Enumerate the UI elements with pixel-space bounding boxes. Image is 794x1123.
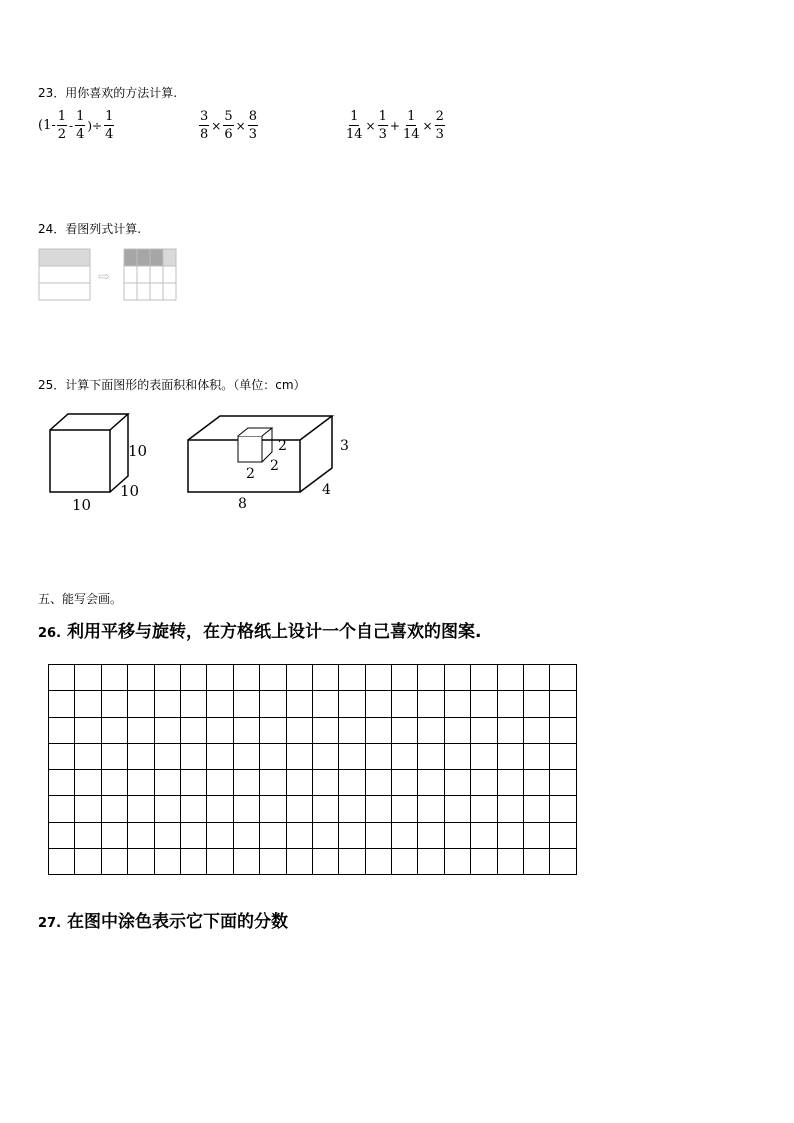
- grid-cell[interactable]: [444, 691, 470, 717]
- grid-cell[interactable]: [365, 796, 391, 822]
- grid-cell[interactable]: [392, 743, 418, 769]
- grid-cell[interactable]: [365, 848, 391, 874]
- grid-cell[interactable]: [339, 770, 365, 796]
- grid-cell[interactable]: [550, 717, 577, 743]
- denominator: 14: [346, 127, 363, 142]
- denominator: 3: [378, 127, 387, 142]
- grid-cell[interactable]: [550, 743, 577, 769]
- grid-cell[interactable]: [233, 743, 259, 769]
- grid-cell[interactable]: [524, 796, 550, 822]
- grid-cell[interactable]: [312, 743, 338, 769]
- box-depth-label: 4: [322, 482, 331, 498]
- grid-cell[interactable]: [75, 848, 101, 874]
- grid-cell[interactable]: [339, 796, 365, 822]
- grid-cell[interactable]: [286, 796, 312, 822]
- grid-cell[interactable]: [233, 848, 259, 874]
- grid-cell[interactable]: [312, 796, 338, 822]
- grid-cell[interactable]: [260, 743, 286, 769]
- fraction: [75, 110, 85, 141]
- grid-cell[interactable]: [154, 770, 180, 796]
- grid-cell[interactable]: [75, 717, 101, 743]
- fraction: [402, 110, 421, 141]
- grid-cell[interactable]: [260, 691, 286, 717]
- grid-cell[interactable]: [524, 848, 550, 874]
- grid-row: [49, 848, 577, 874]
- grid-cell[interactable]: [392, 796, 418, 822]
- fraction: [248, 110, 258, 141]
- blank-cell: [137, 266, 150, 283]
- blank-cell: [124, 266, 137, 283]
- grid-cell[interactable]: [75, 691, 101, 717]
- grid-cell[interactable]: [497, 743, 523, 769]
- grid-cell[interactable]: [365, 743, 391, 769]
- operator: ×: [211, 118, 222, 133]
- grid-cell[interactable]: [418, 848, 444, 874]
- grid-cell[interactable]: [312, 691, 338, 717]
- grid-cell[interactable]: [471, 770, 497, 796]
- cut-cube: [238, 428, 272, 462]
- section-5-title: 五、能写会画。: [38, 592, 123, 606]
- q26-title: [38, 617, 481, 642]
- numerator: 2: [435, 109, 444, 124]
- denominator: 14: [402, 127, 420, 142]
- q23-title: 23．用你喜欢的方法计算.: [38, 86, 178, 100]
- grid-cell[interactable]: [497, 691, 523, 717]
- grid-cell[interactable]: [101, 770, 127, 796]
- grid-cell[interactable]: [471, 717, 497, 743]
- grid-cell[interactable]: [444, 717, 470, 743]
- grid-cell[interactable]: [471, 796, 497, 822]
- grid-cell[interactable]: [471, 691, 497, 717]
- grid-cell[interactable]: [392, 822, 418, 848]
- grid-cell[interactable]: [444, 848, 470, 874]
- grid-cell[interactable]: [75, 822, 101, 848]
- operator: ×: [365, 118, 376, 133]
- grid-cell[interactable]: [233, 665, 259, 691]
- grid-cell[interactable]: [497, 717, 523, 743]
- operator: +: [389, 118, 400, 133]
- grid-cell[interactable]: [128, 770, 154, 796]
- grid-cell[interactable]: [550, 822, 577, 848]
- numerator: 5: [224, 109, 233, 124]
- grid-cell[interactable]: [128, 665, 154, 691]
- grid-cell[interactable]: [128, 796, 154, 822]
- blank-row: [39, 266, 90, 283]
- q24-title: 24．看图列式计算.: [38, 222, 142, 236]
- operator: -: [69, 118, 74, 133]
- q27-number: 27.: [38, 916, 62, 931]
- grid-cell[interactable]: [339, 665, 365, 691]
- grid-cell[interactable]: [154, 743, 180, 769]
- grid-cell[interactable]: [75, 770, 101, 796]
- cut-width-label: 2: [246, 466, 255, 482]
- grid-cell[interactable]: [154, 665, 180, 691]
- grid-cell[interactable]: [180, 796, 206, 822]
- grid-cell[interactable]: [180, 822, 206, 848]
- denominator: 4: [105, 127, 114, 142]
- grid-cell[interactable]: [524, 743, 550, 769]
- grid-cell[interactable]: [418, 691, 444, 717]
- expr1-open: (1-: [38, 118, 56, 133]
- grid-cell[interactable]: [180, 770, 206, 796]
- grid-cell[interactable]: [49, 665, 75, 691]
- q24-figure: [38, 248, 178, 302]
- grid-cell[interactable]: [260, 770, 286, 796]
- dark-cell: [150, 249, 163, 266]
- grid-cell[interactable]: [524, 717, 550, 743]
- numerator: 1: [350, 109, 359, 124]
- grid-row: [49, 770, 577, 796]
- grid-cell[interactable]: [207, 717, 233, 743]
- fraction: [378, 110, 388, 141]
- grid-cell[interactable]: [524, 691, 550, 717]
- grid-cell[interactable]: [180, 717, 206, 743]
- grid-cell[interactable]: [75, 796, 101, 822]
- blank-cell: [163, 283, 176, 300]
- cut-cube-front: [238, 436, 262, 462]
- operator: ×: [235, 118, 246, 133]
- grid-cell[interactable]: [471, 665, 497, 691]
- grid-cell[interactable]: [471, 822, 497, 848]
- blank-cell: [137, 283, 150, 300]
- grid-cell[interactable]: [339, 743, 365, 769]
- grid-cell[interactable]: [49, 848, 75, 874]
- cube-figure: [50, 414, 128, 492]
- grid-cell[interactable]: [550, 848, 577, 874]
- grid-cell[interactable]: [444, 743, 470, 769]
- numerator: 1: [105, 109, 114, 124]
- grid-cell[interactable]: [497, 796, 523, 822]
- grid-cell[interactable]: [154, 717, 180, 743]
- grid-cell[interactable]: [286, 743, 312, 769]
- blank-cell: [150, 266, 163, 283]
- grid-cell[interactable]: [392, 848, 418, 874]
- fraction: [57, 110, 67, 141]
- grid-cell[interactable]: [101, 796, 127, 822]
- grid-cell[interactable]: [75, 665, 101, 691]
- grid-cell[interactable]: [550, 770, 577, 796]
- grid-cell[interactable]: [154, 848, 180, 874]
- grid-cell[interactable]: [444, 822, 470, 848]
- cube-front-face: [50, 430, 110, 492]
- grid-cell[interactable]: [49, 717, 75, 743]
- grid-cell[interactable]: [497, 848, 523, 874]
- grid-cell[interactable]: [49, 770, 75, 796]
- denominator: 4: [76, 127, 85, 142]
- numerator: 1: [76, 109, 85, 124]
- grid-cell[interactable]: [392, 717, 418, 743]
- grid-cell[interactable]: [418, 665, 444, 691]
- grid-cell[interactable]: [312, 848, 338, 874]
- cube-width-label: 10: [72, 496, 92, 514]
- operator: )÷: [87, 118, 103, 133]
- grid-cell[interactable]: [233, 822, 259, 848]
- grid-cell[interactable]: [339, 848, 365, 874]
- fraction: [223, 110, 233, 141]
- fraction: [104, 110, 114, 141]
- grid-cell[interactable]: [286, 665, 312, 691]
- grid-cell[interactable]: [180, 665, 206, 691]
- grid-row: [49, 822, 577, 848]
- grid-cell[interactable]: [312, 717, 338, 743]
- grid-cell[interactable]: [365, 770, 391, 796]
- grid-cell[interactable]: [471, 848, 497, 874]
- grid-cell[interactable]: [101, 717, 127, 743]
- numerator: 3: [200, 109, 209, 124]
- grid-cell[interactable]: [260, 796, 286, 822]
- grid-cell[interactable]: [471, 743, 497, 769]
- grid-row: [49, 691, 577, 717]
- numerator: 1: [378, 109, 387, 124]
- grid-cell[interactable]: [260, 665, 286, 691]
- grid-cell[interactable]: [444, 770, 470, 796]
- grid-cell[interactable]: [128, 691, 154, 717]
- blank-cell: [124, 283, 137, 300]
- grid-cell[interactable]: [154, 822, 180, 848]
- grid-cell[interactable]: [286, 770, 312, 796]
- dark-cell: [124, 249, 137, 266]
- grid-cell[interactable]: [180, 848, 206, 874]
- q27-text: 在图中涂色表示它下面的分数: [66, 912, 288, 932]
- grid-cell[interactable]: [49, 691, 75, 717]
- grid-cell[interactable]: [365, 822, 391, 848]
- q23-expression-1: [38, 110, 115, 141]
- grid-cell[interactable]: [312, 770, 338, 796]
- grid-cell[interactable]: [286, 717, 312, 743]
- box-length-label: 8: [238, 496, 247, 512]
- cube-side-face: [110, 414, 128, 492]
- q25-figures: [40, 400, 370, 516]
- grid-cell[interactable]: [207, 665, 233, 691]
- q23-expression-2: [198, 110, 259, 141]
- grid-cell[interactable]: [101, 691, 127, 717]
- grid-cell[interactable]: [339, 691, 365, 717]
- denominator: 3: [248, 127, 257, 142]
- grid-cell[interactable]: [418, 796, 444, 822]
- grid-table: [48, 664, 577, 875]
- grid-cell[interactable]: [207, 691, 233, 717]
- q27-title: [38, 907, 288, 932]
- cube-top-face: [50, 414, 128, 430]
- q25-title: 25．计算下面图形的表面积和体积。（单位：cm）: [38, 378, 306, 392]
- grid-cell[interactable]: [101, 665, 127, 691]
- shaded-row: [39, 249, 90, 266]
- q23-expression-3: [344, 110, 446, 141]
- blank-cell: [150, 283, 163, 300]
- cut-height-label: 2: [278, 438, 287, 454]
- grid-row: [49, 796, 577, 822]
- grid-cell[interactable]: [128, 822, 154, 848]
- grid-cell[interactable]: [339, 717, 365, 743]
- design-grid: [48, 664, 577, 875]
- dark-cell: [137, 249, 150, 266]
- grid-cell[interactable]: [260, 822, 286, 848]
- grid-cell[interactable]: [207, 770, 233, 796]
- cube-depth-label: 10: [120, 482, 140, 500]
- grid-cell[interactable]: [207, 743, 233, 769]
- grid-cell[interactable]: [418, 743, 444, 769]
- grid-cell[interactable]: [418, 770, 444, 796]
- grid-cell[interactable]: [128, 717, 154, 743]
- grid-cell[interactable]: [233, 770, 259, 796]
- fraction: [435, 110, 445, 141]
- grid-cell[interactable]: [550, 691, 577, 717]
- grid-cell[interactable]: [207, 848, 233, 874]
- grid-cell[interactable]: [365, 717, 391, 743]
- grid-cell[interactable]: [312, 822, 338, 848]
- grid-cell[interactable]: [418, 717, 444, 743]
- grid-cell[interactable]: [365, 691, 391, 717]
- grid-row: [49, 743, 577, 769]
- grid-cell[interactable]: [180, 691, 206, 717]
- fraction: [345, 110, 364, 141]
- grid-cell[interactable]: [286, 691, 312, 717]
- grid-cell[interactable]: [444, 665, 470, 691]
- grid-cell[interactable]: [101, 822, 127, 848]
- grid-cell[interactable]: [286, 822, 312, 848]
- grid-cell[interactable]: [180, 743, 206, 769]
- grid-cell[interactable]: [312, 665, 338, 691]
- denominator: 3: [435, 127, 444, 142]
- grid-cell[interactable]: [418, 822, 444, 848]
- grid-row: [49, 665, 577, 691]
- grid-cell[interactable]: [524, 822, 550, 848]
- grid-cell[interactable]: [524, 665, 550, 691]
- grid-cell[interactable]: [392, 691, 418, 717]
- grid-cell[interactable]: [260, 848, 286, 874]
- grid-cell[interactable]: [49, 796, 75, 822]
- grid-row: [49, 717, 577, 743]
- grid-cell[interactable]: [444, 796, 470, 822]
- grid-cell[interactable]: [233, 717, 259, 743]
- grid-cell[interactable]: [497, 665, 523, 691]
- numerator: 1: [407, 109, 416, 124]
- box-height-label: 3: [340, 438, 349, 454]
- cut-cube-top: [238, 428, 272, 436]
- denominator: 2: [57, 127, 67, 142]
- grid-cell[interactable]: [207, 822, 233, 848]
- grid-cell[interactable]: [497, 822, 523, 848]
- blank-cell: [163, 266, 176, 283]
- grid-cell[interactable]: [260, 717, 286, 743]
- denominator: 8: [200, 127, 209, 142]
- grid-cell[interactable]: [207, 796, 233, 822]
- grid-cell[interactable]: [233, 796, 259, 822]
- fraction: [199, 110, 209, 141]
- grid-cell[interactable]: [49, 822, 75, 848]
- grid-cell[interactable]: [365, 665, 391, 691]
- left-rectangle: [39, 249, 90, 300]
- numerator: 1: [57, 109, 67, 124]
- cut-depth-label: 2: [270, 458, 279, 474]
- grid-cell[interactable]: [154, 691, 180, 717]
- grid-cell[interactable]: [497, 770, 523, 796]
- grid-cell[interactable]: [75, 743, 101, 769]
- cube-height-label: 10: [128, 442, 148, 460]
- operator: ×: [422, 118, 433, 133]
- grid-cell[interactable]: [128, 848, 154, 874]
- grid-cell[interactable]: [49, 743, 75, 769]
- light-cell: [163, 249, 176, 266]
- grid-cell[interactable]: [339, 822, 365, 848]
- q26-number: 26.: [38, 626, 62, 641]
- grid-cell[interactable]: [524, 770, 550, 796]
- blank-row: [39, 283, 90, 300]
- grid-cell[interactable]: [550, 665, 577, 691]
- grid-cell[interactable]: [101, 743, 127, 769]
- right-rectangle: [124, 249, 176, 300]
- arrow-icon: ⇨: [98, 269, 110, 285]
- grid-cell[interactable]: [286, 848, 312, 874]
- grid-cell[interactable]: [392, 770, 418, 796]
- grid-cell[interactable]: [392, 665, 418, 691]
- denominator: 6: [224, 127, 233, 142]
- grid-cell[interactable]: [154, 796, 180, 822]
- numerator: 8: [248, 109, 257, 124]
- q26-text: 利用平移与旋转，在方格纸上设计一个自己喜欢的图案.: [66, 622, 482, 642]
- grid-cell[interactable]: [550, 796, 577, 822]
- grid-cell[interactable]: [101, 848, 127, 874]
- grid-cell[interactable]: [233, 691, 259, 717]
- grid-cell[interactable]: [128, 743, 154, 769]
